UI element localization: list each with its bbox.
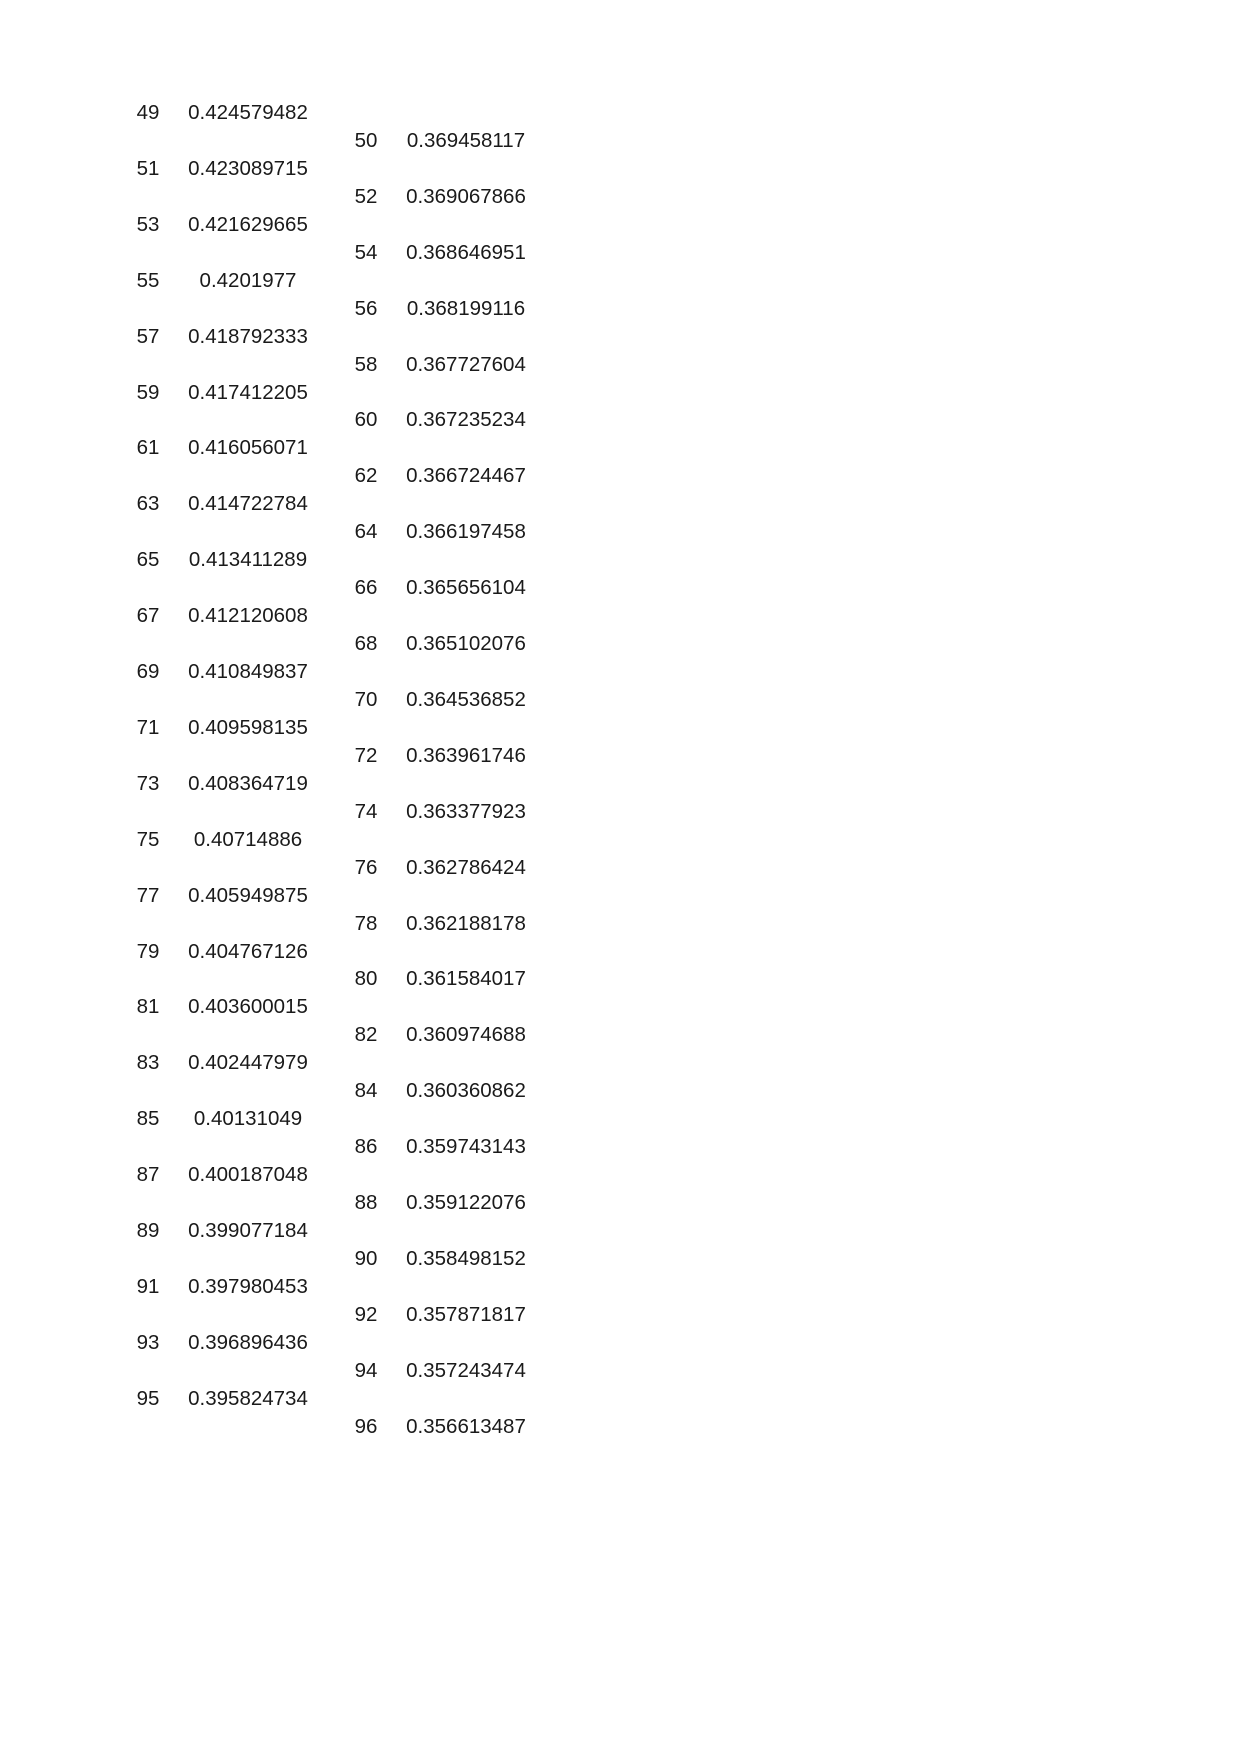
row-value: 0.357871817 [406,1302,526,1326]
row-index: 51 [136,156,160,180]
row-index: 64 [354,520,378,544]
row-value: 0.363377923 [406,799,526,823]
row-value: 0.369067866 [406,184,526,208]
row-value: 0.368199116 [406,296,526,320]
row-index: 73 [136,771,160,795]
row-index: 54 [354,240,378,264]
row-value: 0.361584017 [406,967,526,991]
row-index: 52 [354,184,378,208]
row-index: 58 [354,352,378,376]
row-index: 63 [136,492,160,516]
row-index: 87 [136,1163,160,1187]
row-value: 0.366724467 [406,464,526,488]
row-value: 0.365656104 [406,576,526,600]
row-index: 82 [354,1023,378,1047]
row-index: 78 [354,911,378,935]
row-index: 50 [354,128,378,152]
row-index: 55 [136,268,160,292]
row-index: 57 [136,324,160,348]
row-value: 0.408364719 [188,771,308,795]
row-value: 0.357243474 [406,1358,526,1382]
row-value: 0.367235234 [406,408,526,432]
row-value: 0.421629665 [188,212,308,236]
row-value: 0.424579482 [188,101,308,124]
row-value: 0.359743143 [406,1135,526,1159]
row-value: 0.362786424 [406,855,526,879]
row-index: 71 [136,715,160,739]
row-value: 0.358498152 [406,1246,526,1270]
row-value: 0.400187048 [188,1163,308,1187]
row-index: 84 [354,1079,378,1103]
row-index: 77 [136,883,160,907]
row-value: 0.399077184 [188,1219,308,1242]
row-index: 95 [136,1386,160,1410]
row-value: 0.418792333 [188,324,308,348]
row-index: 66 [354,576,378,600]
row-index: 72 [354,743,378,767]
row-value: 0.417412205 [188,380,308,404]
row-value: 0.359122076 [406,1191,526,1215]
row-value: 0.397980453 [188,1274,308,1298]
row-value: 0.403600015 [188,995,308,1019]
row-index: 53 [136,212,160,236]
row-index: 70 [354,687,378,711]
row-value: 0.356613487 [406,1414,526,1438]
row-index: 67 [136,604,160,628]
row-value: 0.360974688 [406,1023,526,1047]
row-index: 61 [136,436,160,460]
row-index: 89 [136,1219,160,1242]
row-value: 0.368646951 [406,240,526,264]
row-value: 0.416056071 [188,436,308,460]
row-index: 56 [354,296,378,320]
row-index: 60 [354,408,378,432]
row-value: 0.367727604 [406,352,526,376]
row-index: 88 [354,1191,378,1215]
row-index: 81 [136,995,160,1019]
row-index: 65 [136,548,160,572]
row-index: 68 [354,632,378,656]
row-value: 0.360360862 [406,1079,526,1103]
row-index: 74 [354,799,378,823]
row-value: 0.364536852 [406,687,526,711]
row-index: 49 [136,101,160,124]
row-value: 0.362188178 [406,911,526,935]
row-index: 90 [354,1246,378,1270]
row-value: 0.396896436 [188,1330,308,1354]
row-value: 0.369458117 [406,128,526,152]
row-value: 0.414722784 [188,492,308,516]
row-value: 0.365102076 [406,632,526,656]
row-index: 83 [136,1051,160,1075]
row-index: 76 [354,855,378,879]
row-value: 0.410849837 [188,660,308,683]
row-index: 86 [354,1135,378,1159]
row-value: 0.423089715 [188,156,308,180]
row-index: 79 [136,939,160,963]
row-value: 0.40714886 [193,827,303,851]
row-value: 0.395824734 [188,1386,308,1410]
row-value: 0.409598135 [188,715,308,739]
row-index: 91 [136,1274,160,1298]
row-value: 0.4201977 [199,268,297,292]
row-value: 0.413411289 [188,548,308,572]
row-value: 0.363961746 [406,743,526,767]
row-value: 0.412120608 [188,604,308,628]
row-index: 69 [136,660,160,683]
row-value: 0.40131049 [193,1107,303,1131]
row-value: 0.405949875 [188,883,308,907]
row-index: 93 [136,1330,160,1354]
row-value: 0.366197458 [406,520,526,544]
row-index: 62 [354,464,378,488]
row-index: 92 [354,1302,378,1326]
row-index: 85 [136,1107,160,1131]
row-index: 75 [136,827,160,851]
row-index: 94 [354,1358,378,1382]
row-index: 96 [354,1414,378,1438]
row-value: 0.402447979 [188,1051,308,1075]
row-index: 59 [136,380,160,404]
row-value: 0.404767126 [188,939,308,963]
row-index: 80 [354,967,378,991]
